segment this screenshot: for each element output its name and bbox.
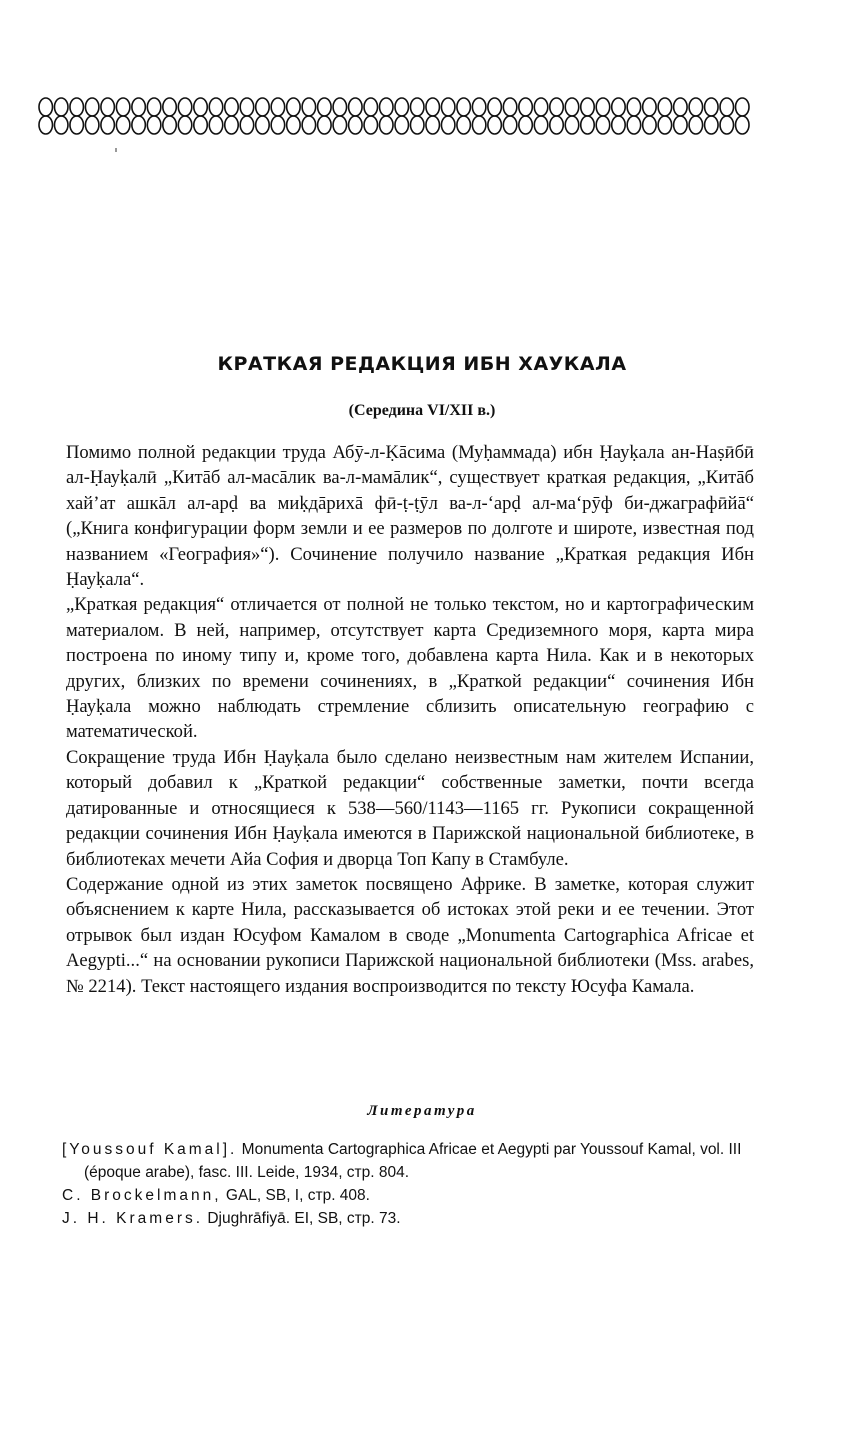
ornament-loop — [302, 98, 315, 116]
ornament-loop — [519, 98, 532, 116]
ornament-loop — [550, 98, 563, 116]
ornament-loop — [534, 98, 547, 116]
ornament-loop — [209, 98, 222, 116]
ornament-loop — [705, 116, 718, 134]
ornament-loop — [534, 116, 547, 134]
reference-item — [62, 1207, 756, 1230]
ornament-loop — [581, 116, 594, 134]
ornament-loop — [441, 98, 454, 116]
ornament-loop — [39, 116, 52, 134]
paragraph: Помимо полной редакции труда Абӯ-л-Ḳāсима (Муḥаммада) ибн Ḥауḳала ан-Наṣӣбӣ ал-Ḥауḳалӣ „Китāб ал-масāлик ва-л-мамāлик“, существует краткая редакция, „Китāб хай’ат ашкāл ал-арḍ ва миḳдāрихā фӣ-ṭ-ṭӯл ва-л-‘арḍ ал-ма‘рӯф би-джаграфӣйā“ („Книга конфигурации форм земли и ее размеров по долготе и широте, известная под названием «География»“). Сочинение получило название „Краткая редакция Ибн Ḥауḳала“. — [66, 442, 754, 591]
ornament-loop — [178, 98, 191, 116]
ornament-loop — [581, 98, 594, 116]
ornament-loop — [70, 98, 83, 116]
ornament-loop — [689, 98, 702, 116]
page-subtitle: (Середина VI/XII в.) — [348, 402, 496, 419]
ornament-loop — [720, 98, 733, 116]
ornament-loop — [287, 116, 300, 134]
ornament-loop — [596, 116, 609, 134]
ornament-loop — [194, 98, 207, 116]
ornament-loop — [658, 116, 671, 134]
ornament-loop — [674, 116, 687, 134]
ornament-loop — [380, 116, 393, 134]
ornament-loop — [488, 98, 501, 116]
reference-author: C. Brockelmann, — [62, 1187, 222, 1204]
ornament-loop — [70, 116, 83, 134]
ornament-loop — [364, 116, 377, 134]
ornament-loop — [395, 116, 408, 134]
ornament-loop — [596, 98, 609, 116]
paragraph: „Краткая редакция“ отличается от полной не только текстом, но и картографическим материалом. В ней, например, отсутствует карта Средиземного моря, карта мира построена по иному типу и, кроме того, добавлена карта Нила. Как и в некоторых других, близких по времени сочинениях, в „Краткой редакции“ сочинения Ибн Ḥауḳала можно наблюдать стремление сблизить описательную географию с математической. — [66, 594, 754, 743]
ornament-loop — [643, 116, 656, 134]
ornament-loop — [395, 98, 408, 116]
ornament-loop — [550, 116, 563, 134]
ornament-loop — [225, 116, 238, 134]
ornament-loop — [39, 98, 52, 116]
reference-text: Djughrāfiyā. EI, SB, стр. 73. — [203, 1210, 401, 1227]
ornament-loop — [612, 98, 625, 116]
reference-item — [62, 1184, 756, 1207]
reference-text: GAL, SB, I, стр. 408. — [221, 1187, 370, 1204]
ornament-loop — [101, 98, 114, 116]
ornament-loop — [209, 116, 222, 134]
ornament-loop — [101, 116, 114, 134]
ornament-loop — [333, 116, 346, 134]
ornament-loop — [503, 116, 516, 134]
ornament-loop — [426, 98, 439, 116]
ornament-loop — [116, 116, 129, 134]
scan-speck — [115, 148, 117, 152]
ornament-loop — [674, 98, 687, 116]
ornament-loop — [194, 116, 207, 134]
ornament-loop — [132, 98, 145, 116]
ornament-loop — [147, 116, 160, 134]
ornament-loop — [380, 98, 393, 116]
ornament-loop — [256, 98, 269, 116]
reference-author: J. H. Kramers. — [62, 1210, 204, 1227]
ornament-loop — [271, 98, 284, 116]
reference-author: [Youssouf Kamal]. — [62, 1141, 238, 1158]
ornament-loop — [705, 98, 718, 116]
ornament-loop — [85, 116, 98, 134]
ornament-loop — [349, 98, 362, 116]
ornament-loop — [302, 116, 315, 134]
body-text — [62, 440, 754, 999]
page-title: КРАТКАЯ РЕДАКЦИЯ ИБН ХАУКАЛА — [217, 353, 627, 375]
ornament-loop — [441, 116, 454, 134]
ornament-loop — [333, 98, 346, 116]
reference-text: Monumenta Cartographica Africae et Aegypti par Youssouf Kamal, vol. III (époque arabe), fasc. III. Leide, 1934, стр. 804. — [84, 1141, 742, 1181]
ornament-loop — [658, 98, 671, 116]
ornament-loop — [410, 98, 423, 116]
ornament-loop — [54, 98, 67, 116]
ornament-loop — [318, 98, 331, 116]
ornament-loop — [457, 116, 470, 134]
reference-item — [62, 1138, 756, 1184]
decorative-ornament-border — [38, 93, 750, 139]
ornament-loop — [472, 116, 485, 134]
ornament-loop — [426, 116, 439, 134]
ornament-loop — [225, 98, 238, 116]
ornament-loop — [410, 116, 423, 134]
ornament-loop — [178, 116, 191, 134]
ornament-loop — [472, 98, 485, 116]
ornament-loop — [147, 98, 160, 116]
ornament-loop — [271, 116, 284, 134]
ornament-loop — [287, 98, 300, 116]
paragraph: Содержание одной из этих заметок посвящено Африке. В заметке, которая служит объяснением к карте Нила, рассказывается об истоках этой реки и ее течении. Этот отрывок был издан Юсуфом Камалом в своде „Monumenta Cartographica Africae et Aegypti...“ на основании рукописи Парижской национальной библиотеки (Mss. arabes, № 2214). Текст настоящего издания воспроизводится по тексту Юсуфа Камала. — [66, 873, 754, 997]
reference-list — [62, 1138, 756, 1230]
paragraph: Сокращение труда Ибн Ḥауḳала было сделано неизвестным нам жителем Испании, который добавил к „Краткой редакции“ собственные заметки, почти всегда датированные и относящиеся к 538—560/1143—1165 гг. Рукописи сокращенной редакции сочинения Ибн Ḥауḳала имеются в Парижской национальной библиотеке, в библиотеках мечети Айа София и дворца Топ Капу в Стамбуле. — [66, 746, 754, 870]
ornament-loop — [503, 98, 516, 116]
ornament-loop — [519, 116, 532, 134]
ornament-loop — [736, 116, 749, 134]
ornament-loop — [349, 116, 362, 134]
ornament-loop — [85, 98, 98, 116]
ornament-loop — [256, 116, 269, 134]
ornament-loop — [565, 98, 578, 116]
ornament-loop — [116, 98, 129, 116]
ornament-loop — [736, 98, 749, 116]
ornament-loop — [318, 116, 331, 134]
ornament-loop — [240, 116, 253, 134]
ornament-loop — [627, 98, 640, 116]
ornament-loop — [457, 98, 470, 116]
ornament-loop — [627, 116, 640, 134]
ornament-loop — [364, 98, 377, 116]
ornament-loop — [54, 116, 67, 134]
ornament-loop — [163, 98, 176, 116]
ornament-loop — [488, 116, 501, 134]
ornament-loop — [720, 116, 733, 134]
ornament-loop — [643, 98, 656, 116]
ornament-loop — [240, 98, 253, 116]
ornament-loop — [132, 116, 145, 134]
ornament-loop — [689, 116, 702, 134]
ornament-loop — [163, 116, 176, 134]
literature-heading: Литература — [367, 1103, 477, 1119]
ornament-loop — [565, 116, 578, 134]
ornament-loop — [612, 116, 625, 134]
